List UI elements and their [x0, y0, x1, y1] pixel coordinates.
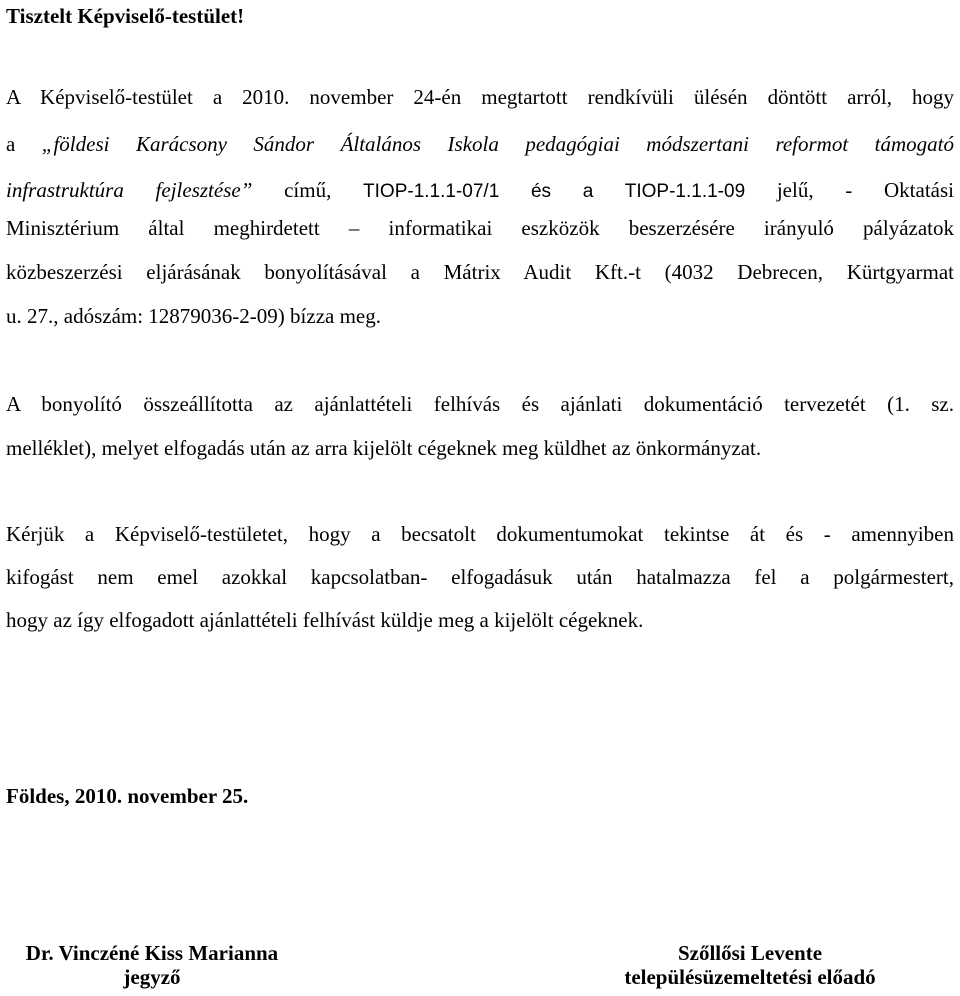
text-span: című,: [252, 178, 364, 202]
text-span: a: [6, 132, 42, 156]
project-title-italic: „földesi Karácsony Sándor Általános Iskola pedagógiai módszertani reformot támogató: [41, 132, 954, 156]
greeting-heading: Tisztelt Képviselő-testület!: [6, 4, 245, 28]
signature-right: [598, 941, 902, 989]
paragraph-line: melléklet), melyet elfogadás után az arra kijelölt cégeknek meg küldhet az önkormányzat.: [6, 436, 762, 460]
paragraph-line: u. 27., adószám: 12879036-2-09) bízza meg.: [6, 304, 381, 328]
paragraph-line: kifogást nem emel azokkal kapcsolatban- elfogadásuk után hatalmazza fel a polgármestert,: [6, 565, 954, 589]
paragraph-line: Kérjük a Képviselő-testületet, hogy a becsatolt dokumentumokat tekintse át és - amennyiben: [6, 522, 954, 546]
paragraph-line: [6, 178, 954, 204]
paragraph-line: hogy az így elfogadott ajánlattételi felhívást küldje meg a kijelölt cégeknek.: [6, 608, 644, 632]
paragraph-line: A bonyolító összeállította az ajánlattételi felhívás és ajánlati dokumentáció tervezetét (1. sz.: [6, 392, 954, 416]
tender-codes: TIOP-1.1.1-07/1 és a TIOP-1.1.1-09: [363, 181, 746, 202]
paragraph-line: A Képviselő-testület a 2010. november 24-én megtartott rendkívüli ülésén döntött arról, hogy: [6, 85, 954, 109]
signer-name: Szőllősi Levente: [677, 941, 823, 965]
paragraph-line: Minisztérium által meghirdetett – informatikai eszközök beszerzésére irányuló pályázatok: [6, 216, 954, 240]
project-title-italic: infrastruktúra fejlesztése”: [6, 178, 253, 202]
signer-name: Dr. Vinczéné Kiss Marianna: [25, 941, 279, 965]
signer-title: településüzemeltetési előadó: [624, 965, 876, 989]
place-date: Földes, 2010. november 25.: [6, 784, 249, 808]
text-span: jelű, - Oktatási: [745, 178, 954, 202]
signer-title: jegyző: [123, 965, 181, 989]
paragraph-line: közbeszerzési eljárásának bonyolításával a Mátrix Audit Kft.-t (4032 Debrecen, Kürtgyarmat: [6, 260, 954, 284]
paragraph-line: [6, 132, 954, 156]
signature-left: [6, 941, 298, 989]
